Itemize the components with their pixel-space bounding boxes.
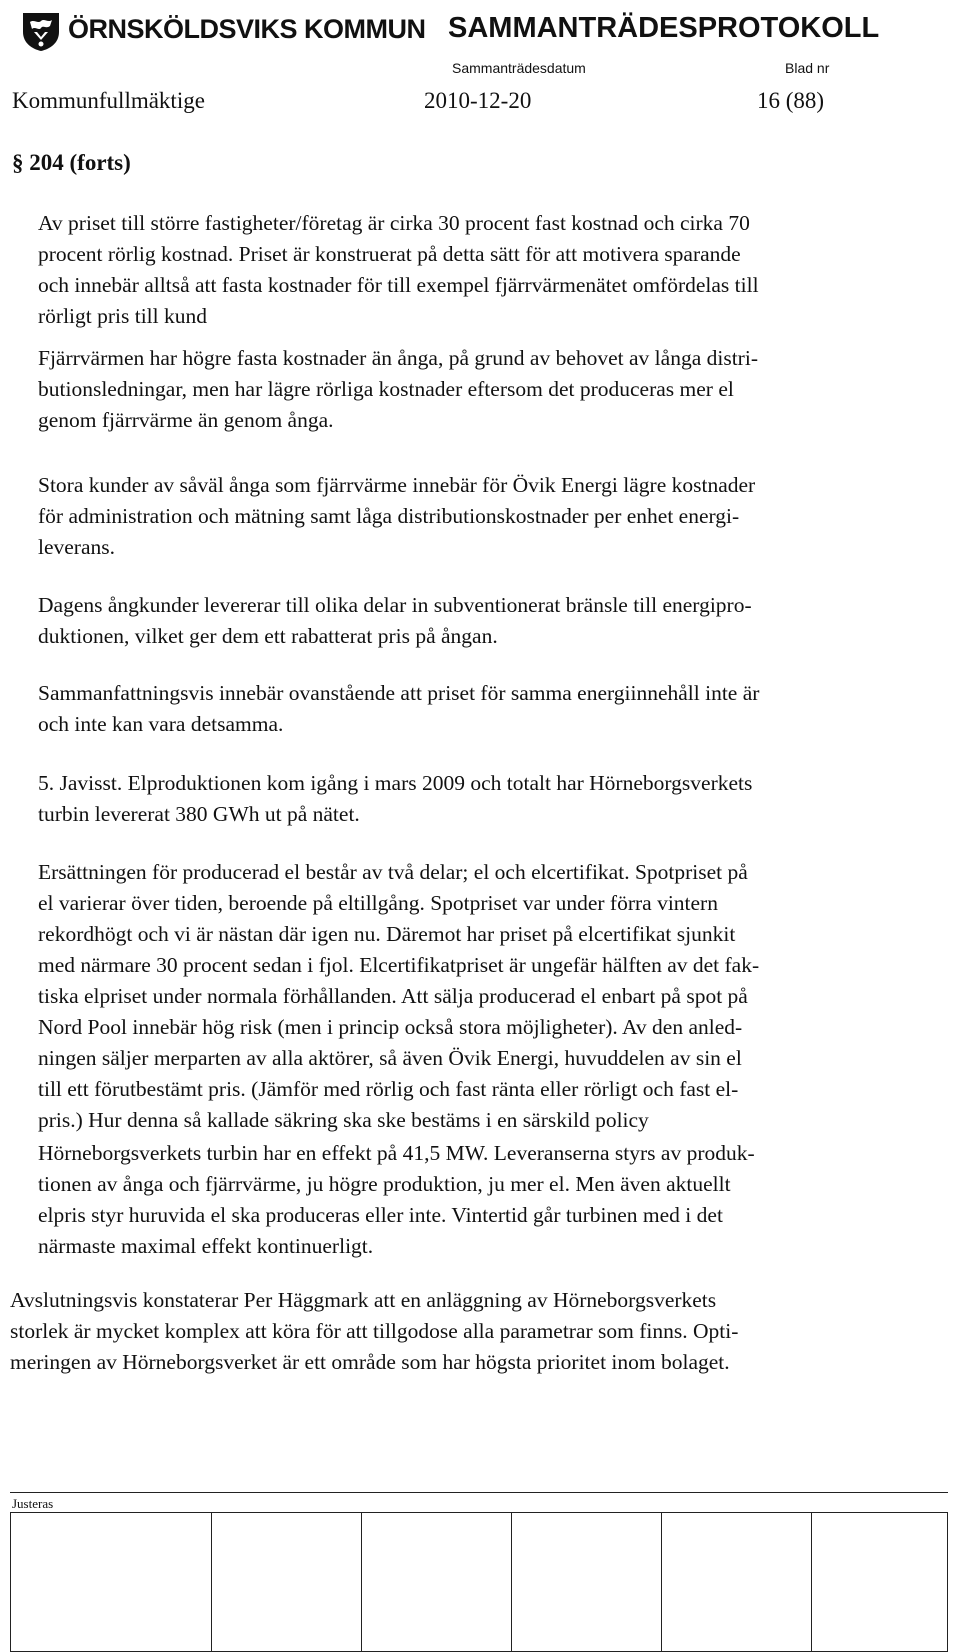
meeting-date: 2010-12-20 — [424, 88, 532, 113]
organization-name: ÖRNSKÖLDSVIKS KOMMUN — [68, 14, 426, 44]
section-heading: § 204 (forts) — [12, 150, 131, 175]
paragraph-summary: Sammanfattningsvis innebär ovanstående att priset för samma energiinnehåll inte är och inte kan vara detsamma. — [38, 681, 760, 736]
paragraph-compensation: Ersättningen för producerad el består av två delar; el och elcertifikat. Spotpriset på el varierar över tiden, beroende på eltillgång. Spotpriset var under förra vintern rekordhögt och vi är nästan där igen nu. Däremot har priset på elcertifikat sjunkit med närmare 30 procent sedan i fjol. Elcertifikatpriset är ungefär hälften av det fak- tiska elpriset under normala förhållanden. Att sälja producerad el enbart på spot på Nord Pool innebär hög risk (men i princip också stora möjligheter). Av den anled- ningen säljer merparten av alla aktörer, så även Övik Energi, huvuddelen av sin el till ett förutbestämt pris. (Jämför med rörlig och fast ränta eller rörligt och fast el- pris.) Hur denna så kallade säkring ska ske bestäms i en särskild policy — [38, 860, 760, 1132]
paragraph-large-customers: Stora kunder av såväl ånga som fjärrvärme innebär för Övik Energi lägre kostnader för administration och mätning samt låga distributionskostnader per enhet energi- leverans. — [38, 473, 756, 559]
page-number-label: Blad nr — [785, 60, 830, 76]
signature-cell — [212, 1513, 362, 1652]
paragraph-turbin-effect: Hörneborgsverkets turbin har en effekt på 41,5 MW. Leveranserna styrs av produk- tionen av ånga och fjärrvärme, ju högre produktion, ju mer el. Men även aktuellt elpris styr huruvida el ska produceras eller inte. Vintertid går turbinen med i det närmaste maximal effekt kontinuerligt. — [38, 1141, 755, 1258]
paragraph-conclusion: Avslutningsvis konstaterar Per Häggmark att en anläggning av Hörneborgsverkets storlek är mycket komplex att köra för att tillgodose alla parametrar som finns. Opti- meringen av Hörneborgsverket är ett område som har högsta prioritet inom bolaget. — [10, 1288, 739, 1374]
footer-divider — [10, 1492, 948, 1493]
signature-cell — [362, 1513, 512, 1652]
signature-cell — [812, 1513, 948, 1652]
meeting-date-label: Sammanträdesdatum — [452, 60, 586, 76]
justeras-label: Justeras — [12, 1496, 54, 1511]
paragraph-steam-customers: Dagens ångkunder levererar till olika delar in subventionerat bränsle till energipro- duktionen, vilket ger dem ett rabatterat pris på ångan. — [38, 593, 752, 648]
paragraph-price-structure: Av priset till större fastigheter/företag är cirka 30 procent fast kostnad och cirka 70 procent rörlig kostnad. Priset är konstruerat på detta sätt för att motivera sparande och innebär alltså att fasta kostnader för till exempel fjärrvärmenätet omfördelas till rörligt pris till kund — [38, 211, 759, 328]
municipal-crest-icon — [20, 10, 62, 52]
committee-name: Kommunfullmäktige — [12, 88, 205, 113]
paragraph-answer-5: 5. Javisst. Elproduktionen kom igång i mars 2009 och totalt har Hörneborgsverkets turbin levererat 380 GWh ut på nätet. — [38, 771, 753, 826]
signature-cell — [662, 1513, 812, 1652]
signature-cell — [512, 1513, 662, 1652]
signature-cell — [11, 1513, 212, 1652]
paragraph-district-heating-costs: Fjärrvärmen har högre fasta kostnader än ånga, på grund av behovet av långa distri- butionsledningar, men har lägre rörliga kostnader eftersom det produceras mer el genom fjärrvärme än genom ånga. — [38, 346, 758, 432]
page-number: 16 (88) — [757, 88, 825, 113]
signature-table — [10, 1512, 948, 1652]
document-type-title: SAMMANTRÄDESPROTOKOLL — [448, 12, 880, 44]
